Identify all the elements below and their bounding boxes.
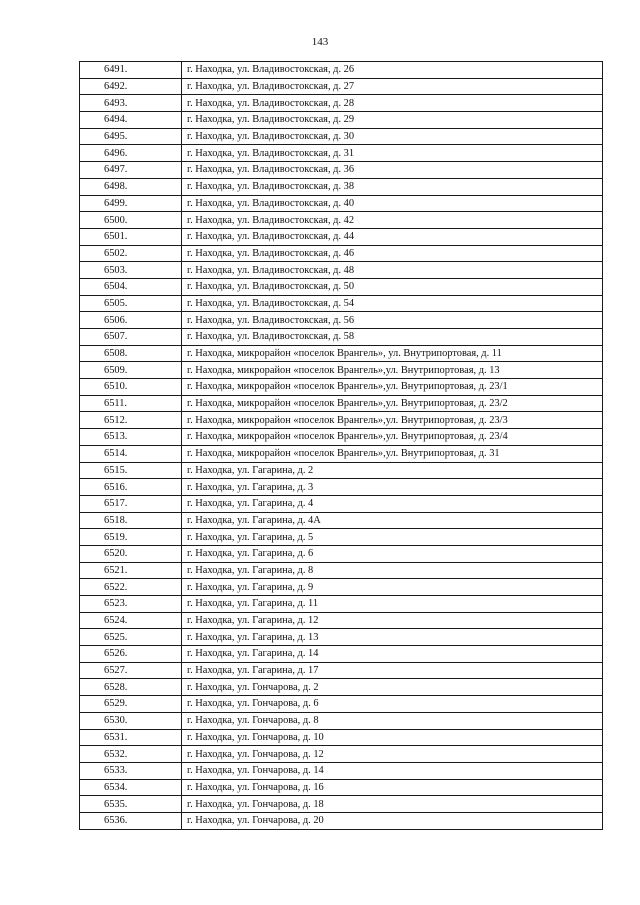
address-cell: г. Находка, ул. Гагарина, д. 4А — [182, 512, 603, 529]
address-cell: г. Находка, ул. Владивостокская, д. 58 — [182, 329, 603, 346]
row-number-cell: 6533. — [80, 762, 182, 779]
row-number-cell: 6510. — [80, 379, 182, 396]
table-row — [80, 78, 603, 95]
table-row — [80, 178, 603, 195]
row-number-cell: 6507. — [80, 329, 182, 346]
row-number-cell: 6506. — [80, 312, 182, 329]
address-cell: г. Находка, ул. Гагарина, д. 5 — [182, 529, 603, 546]
row-number-cell: 6532. — [80, 746, 182, 763]
row-number-cell: 6536. — [80, 812, 182, 829]
row-number-cell: 6502. — [80, 245, 182, 262]
table-row — [80, 362, 603, 379]
table-row — [80, 145, 603, 162]
row-number-cell: 6529. — [80, 696, 182, 713]
address-cell: г. Находка, ул. Гончарова, д. 18 — [182, 796, 603, 813]
row-number-cell: 6511. — [80, 395, 182, 412]
address-table — [79, 61, 603, 830]
table-row — [80, 812, 603, 829]
row-number-cell: 6499. — [80, 195, 182, 212]
address-cell: г. Находка, ул. Владивостокская, д. 38 — [182, 178, 603, 195]
row-number-cell: 6514. — [80, 445, 182, 462]
row-number-cell: 6496. — [80, 145, 182, 162]
address-cell: г. Находка, ул. Гончарова, д. 2 — [182, 679, 603, 696]
row-number-cell: 6509. — [80, 362, 182, 379]
table-row — [80, 262, 603, 279]
address-cell: г. Находка, ул. Гагарина, д. 11 — [182, 596, 603, 613]
address-cell: г. Находка, микрорайон «поселок Врангель»,ул. Внутрипортовая, д. 23/3 — [182, 412, 603, 429]
address-cell: г. Находка, ул. Владивостокская, д. 28 — [182, 95, 603, 112]
table-row — [80, 529, 603, 546]
address-cell: г. Находка, микрорайон «поселок Врангель»,ул. Внутрипортовая, д. 23/1 — [182, 379, 603, 396]
table-row — [80, 729, 603, 746]
table-row — [80, 329, 603, 346]
table-row — [80, 212, 603, 229]
table-row — [80, 596, 603, 613]
row-number-cell: 6525. — [80, 629, 182, 646]
address-cell: г. Находка, ул. Владивостокская, д. 44 — [182, 228, 603, 245]
address-cell: г. Находка, ул. Гончарова, д. 20 — [182, 812, 603, 829]
row-number-cell: 6517. — [80, 495, 182, 512]
row-number-cell: 6500. — [80, 212, 182, 229]
row-number-cell: 6521. — [80, 562, 182, 579]
table-row — [80, 462, 603, 479]
table-row — [80, 479, 603, 496]
row-number-cell: 6519. — [80, 529, 182, 546]
table-row — [80, 696, 603, 713]
address-cell: г. Находка, ул. Гончарова, д. 10 — [182, 729, 603, 746]
address-cell: г. Находка, ул. Владивостокская, д. 50 — [182, 278, 603, 295]
table-row — [80, 562, 603, 579]
row-number-cell: 6501. — [80, 228, 182, 245]
address-cell: г. Находка, ул. Владивостокская, д. 56 — [182, 312, 603, 329]
table-row — [80, 779, 603, 796]
address-cell: г. Находка, ул. Гагарина, д. 4 — [182, 495, 603, 512]
table-row — [80, 579, 603, 596]
row-number-cell: 6528. — [80, 679, 182, 696]
row-number-cell: 6522. — [80, 579, 182, 596]
address-cell: г. Находка, ул. Гагарина, д. 17 — [182, 662, 603, 679]
row-number-cell: 6523. — [80, 596, 182, 613]
table-row — [80, 796, 603, 813]
table-row — [80, 195, 603, 212]
row-number-cell: 6494. — [80, 112, 182, 129]
row-number-cell: 6492. — [80, 78, 182, 95]
row-number-cell: 6515. — [80, 462, 182, 479]
table-row — [80, 95, 603, 112]
address-cell: г. Находка, ул. Гагарина, д. 6 — [182, 545, 603, 562]
address-cell: г. Находка, ул. Гагарина, д. 13 — [182, 629, 603, 646]
table-row — [80, 312, 603, 329]
table-row — [80, 228, 603, 245]
table-row — [80, 412, 603, 429]
row-number-cell: 6535. — [80, 796, 182, 813]
row-number-cell: 6531. — [80, 729, 182, 746]
table-row — [80, 245, 603, 262]
row-number-cell: 6493. — [80, 95, 182, 112]
row-number-cell: 6512. — [80, 412, 182, 429]
row-number-cell: 6526. — [80, 646, 182, 663]
table-row — [80, 112, 603, 129]
address-cell: г. Находка, ул. Гончарова, д. 12 — [182, 746, 603, 763]
address-cell: г. Находка, микрорайон «поселок Врангель»,ул. Внутрипортовая, д. 31 — [182, 445, 603, 462]
table-row — [80, 712, 603, 729]
table-row — [80, 445, 603, 462]
table-row — [80, 679, 603, 696]
address-cell: г. Находка, ул. Владивостокская, д. 30 — [182, 128, 603, 145]
address-cell: г. Находка, микрорайон «поселок Врангель», ул. Внутрипортовая, д. 11 — [182, 345, 603, 362]
table-row — [80, 612, 603, 629]
table-row — [80, 379, 603, 396]
table-row — [80, 295, 603, 312]
address-cell: г. Находка, ул. Владивостокская, д. 31 — [182, 145, 603, 162]
table-row — [80, 395, 603, 412]
row-number-cell: 6530. — [80, 712, 182, 729]
row-number-cell: 6497. — [80, 162, 182, 179]
row-number-cell: 6520. — [80, 545, 182, 562]
table-row — [80, 512, 603, 529]
address-cell: г. Находка, ул. Гагарина, д. 2 — [182, 462, 603, 479]
address-cell: г. Находка, микрорайон «поселок Врангель»,ул. Внутрипортовая, д. 13 — [182, 362, 603, 379]
row-number-cell: 6491. — [80, 62, 182, 79]
table-row — [80, 429, 603, 446]
address-cell: г. Находка, ул. Гагарина, д. 3 — [182, 479, 603, 496]
address-cell: г. Находка, микрорайон «поселок Врангель»,ул. Внутрипортовая, д. 23/2 — [182, 395, 603, 412]
address-cell: г. Находка, ул. Владивостокская, д. 54 — [182, 295, 603, 312]
address-cell: г. Находка, ул. Владивостокская, д. 46 — [182, 245, 603, 262]
row-number-cell: 6505. — [80, 295, 182, 312]
table-row — [80, 278, 603, 295]
page-number: 143 — [311, 36, 329, 48]
address-cell: г. Находка, ул. Владивостокская, д. 42 — [182, 212, 603, 229]
address-cell: г. Находка, ул. Гагарина, д. 8 — [182, 562, 603, 579]
address-cell: г. Находка, ул. Гончарова, д. 8 — [182, 712, 603, 729]
row-number-cell: 6518. — [80, 512, 182, 529]
row-number-cell: 6527. — [80, 662, 182, 679]
row-number-cell: 6498. — [80, 178, 182, 195]
table-row — [80, 62, 603, 79]
table-row — [80, 162, 603, 179]
address-cell: г. Находка, ул. Гагарина, д. 9 — [182, 579, 603, 596]
address-cell: г. Находка, ул. Владивостокская, д. 40 — [182, 195, 603, 212]
row-number-cell: 6508. — [80, 345, 182, 362]
address-cell: г. Находка, ул. Владивостокская, д. 27 — [182, 78, 603, 95]
row-number-cell: 6534. — [80, 779, 182, 796]
row-number-cell: 6516. — [80, 479, 182, 496]
table-row — [80, 662, 603, 679]
table-row — [80, 495, 603, 512]
table-row — [80, 646, 603, 663]
address-cell: г. Находка, ул. Гагарина, д. 12 — [182, 612, 603, 629]
address-cell: г. Находка, микрорайон «поселок Врангель»,ул. Внутрипортовая, д. 23/4 — [182, 429, 603, 446]
table-row — [80, 762, 603, 779]
table-row — [80, 629, 603, 646]
row-number-cell: 6513. — [80, 429, 182, 446]
address-cell: г. Находка, ул. Владивостокская, д. 48 — [182, 262, 603, 279]
address-cell: г. Находка, ул. Гончарова, д. 14 — [182, 762, 603, 779]
address-cell: г. Находка, ул. Гончарова, д. 16 — [182, 779, 603, 796]
address-cell: г. Находка, ул. Владивостокская, д. 29 — [182, 112, 603, 129]
row-number-cell: 6503. — [80, 262, 182, 279]
address-table-body — [80, 62, 603, 830]
address-cell: г. Находка, ул. Владивостокская, д. 36 — [182, 162, 603, 179]
row-number-cell: 6524. — [80, 612, 182, 629]
table-row — [80, 545, 603, 562]
address-cell: г. Находка, ул. Владивостокская, д. 26 — [182, 62, 603, 79]
address-cell: г. Находка, ул. Гагарина, д. 14 — [182, 646, 603, 663]
row-number-cell: 6495. — [80, 128, 182, 145]
table-row — [80, 345, 603, 362]
row-number-cell: 6504. — [80, 278, 182, 295]
address-cell: г. Находка, ул. Гончарова, д. 6 — [182, 696, 603, 713]
table-row — [80, 746, 603, 763]
table-row — [80, 128, 603, 145]
